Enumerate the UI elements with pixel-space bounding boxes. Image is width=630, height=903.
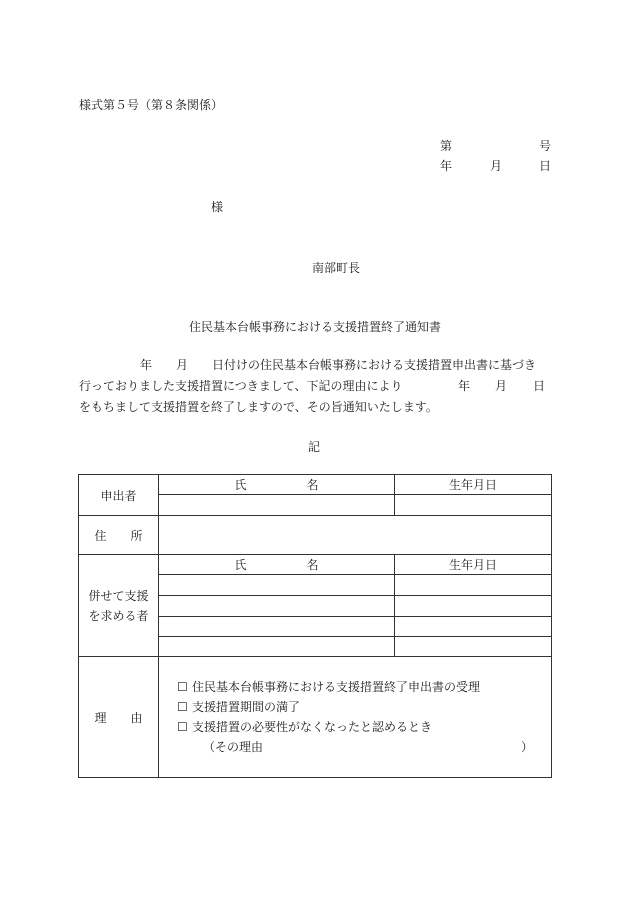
reason-text: 支援措置の必要性がなくなったと認めるとき xyxy=(192,720,433,734)
other-reason-open: （その理由 xyxy=(203,740,264,754)
body-year-1: 年 xyxy=(140,358,153,372)
cosupport-birthdate-header: 生年月日 xyxy=(395,555,552,575)
reason-option-receipt[interactable] xyxy=(177,677,551,697)
applicant-name-header: 氏 名 xyxy=(159,475,395,495)
body-month-1: 月 xyxy=(176,358,189,372)
cosupport-birthdate-field-3[interactable] xyxy=(395,617,552,637)
applicant-birthdate-header: 生年月日 xyxy=(395,475,552,495)
cosupport-name-field-2[interactable] xyxy=(159,596,395,617)
reason-text: 住民基本台帳事務における支援措置終了申出書の受理 xyxy=(192,680,481,694)
ki-heading: 記 xyxy=(308,440,321,454)
cosupport-name-header: 氏 名 xyxy=(159,555,395,575)
applicant-name-field[interactable] xyxy=(159,495,395,516)
cosupport-name-field-4[interactable] xyxy=(159,637,395,657)
other-reason-line xyxy=(177,737,551,757)
cosupport-label-line-1: 併せて支援 xyxy=(88,589,149,603)
addressee-honorific: 様 xyxy=(211,200,224,214)
document-title: 住民基本台帳事務における支援措置終了通知書 xyxy=(189,320,442,334)
body-line-3: をもちまして支援措置を終了しますので、その旨通知いたします。 xyxy=(79,400,438,414)
address-label: 住 所 xyxy=(79,516,159,555)
cosupport-name-field-3[interactable] xyxy=(159,617,395,637)
body-month-2: 月 xyxy=(495,379,508,393)
body-day-2: 日 xyxy=(533,379,546,393)
issue-date-day: 日 xyxy=(539,159,552,173)
document-number-prefix: 第 xyxy=(440,139,453,153)
reason-text: 支援措置期間の満了 xyxy=(192,700,301,714)
reason-label: 理 由 xyxy=(79,657,159,778)
address-field[interactable] xyxy=(159,516,552,555)
reason-checkbox[interactable]: ☐ xyxy=(177,720,188,734)
body-line-2: 行っておりました支援措置につきまして、下記の理由により xyxy=(79,379,403,393)
other-reason-close: ） xyxy=(520,740,533,754)
applicant-label: 申出者 xyxy=(79,475,159,516)
cosupport-birthdate-field-4[interactable] xyxy=(395,637,552,657)
info-table xyxy=(78,474,552,778)
reason-options xyxy=(159,657,552,778)
reason-option-expiry[interactable] xyxy=(177,697,551,717)
reason-option-no-longer-needed[interactable] xyxy=(177,717,551,737)
applicant-birthdate-field[interactable] xyxy=(395,495,552,516)
cosupport-name-field-1[interactable] xyxy=(159,575,395,596)
cosupport-birthdate-field-2[interactable] xyxy=(395,596,552,617)
body-year-2: 年 xyxy=(458,379,471,393)
body-line-1: 日付けの住民基本台帳事務における支援措置申出書に基づき xyxy=(212,358,537,372)
document-number-suffix: 号 xyxy=(539,139,552,153)
reason-checkbox[interactable]: ☐ xyxy=(177,700,188,714)
issue-date-year: 年 xyxy=(440,159,453,173)
cosupport-label-line-2: を求める者 xyxy=(88,609,149,623)
cosupport-birthdate-field-1[interactable] xyxy=(395,575,552,596)
cosupport-label xyxy=(79,555,159,657)
reason-checkbox[interactable]: ☐ xyxy=(177,680,188,694)
form-number-label: 様式第５号（第８条関係） xyxy=(79,98,224,112)
sender-name: 南部町長 xyxy=(312,261,361,275)
issue-date-month: 月 xyxy=(490,159,503,173)
